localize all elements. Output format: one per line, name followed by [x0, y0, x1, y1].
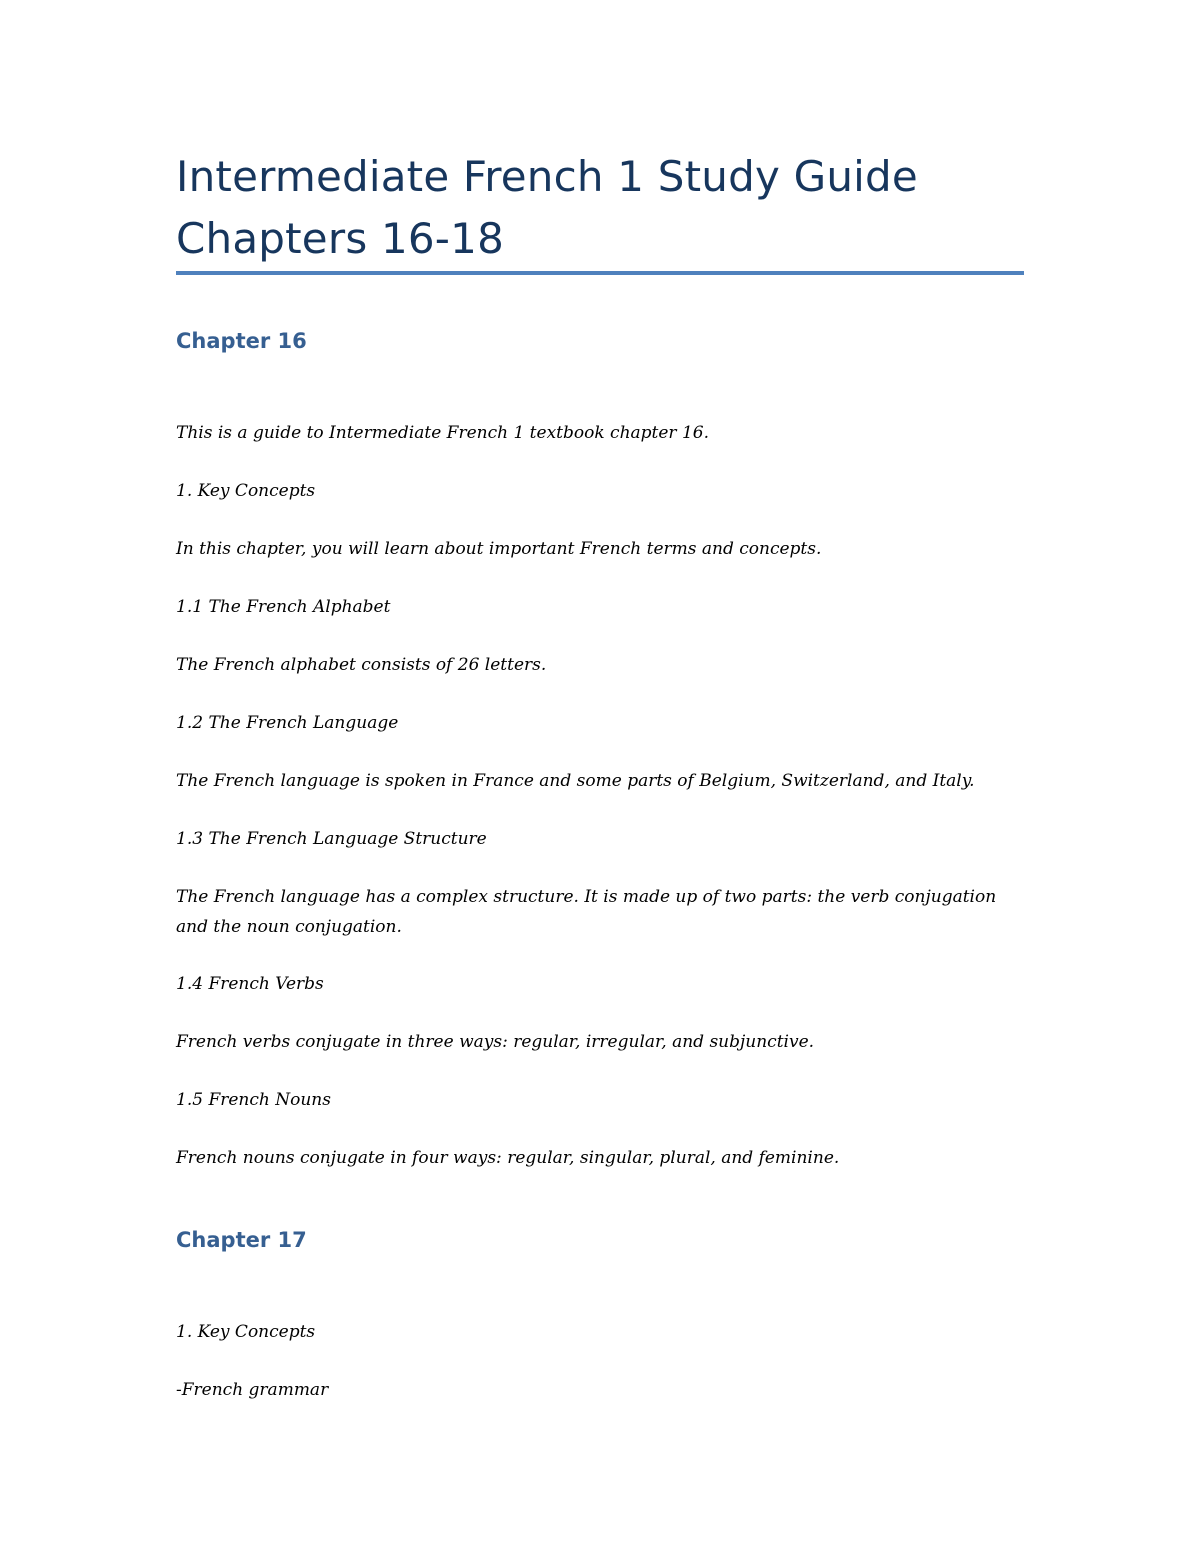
- chapter-16-section-1-title: 1. Key Concepts: [176, 481, 316, 501]
- section-1-1-text: The French alphabet consists of 26 letters.: [176, 655, 547, 675]
- section-1-4-title: 1.4 French Verbs: [176, 974, 324, 994]
- section-1-5-text: French nouns conjugate in four ways: regular, singular, plural, and feminine.: [176, 1148, 840, 1168]
- section-1-1-title: 1.1 The French Alphabet: [176, 597, 391, 617]
- title-line-1: Intermediate French 1 Study Guide: [176, 152, 918, 201]
- title-underline-rule: [176, 271, 1024, 275]
- chapter-16-intro: This is a guide to Intermediate French 1 textbook chapter 16.: [176, 423, 709, 443]
- section-1-2-title: 1.2 The French Language: [176, 713, 399, 733]
- chapter-17-section-1-title: 1. Key Concepts: [176, 1322, 316, 1342]
- chapter-16-section-1-text: In this chapter, you will learn about important French terms and concepts.: [176, 539, 822, 559]
- section-1-4-text: French verbs conjugate in three ways: regular, irregular, and subjunctive.: [176, 1032, 815, 1052]
- chapter-17-heading: Chapter 17: [176, 1228, 307, 1252]
- chapter-17-item-1: -French grammar: [176, 1380, 329, 1400]
- title-line-2: Chapters 16-18: [176, 214, 504, 263]
- chapter-16-heading: Chapter 16: [176, 329, 307, 353]
- section-1-3-text: The French language has a complex structure. It is made up of two parts: the verb conjugation and the noun conjugation.: [176, 887, 997, 937]
- section-1-2-text: The French language is spoken in France and some parts of Belgium, Switzerland, and Italy.: [176, 771, 975, 791]
- section-1-5-title: 1.5 French Nouns: [176, 1090, 331, 1110]
- document-title: [176, 146, 1036, 270]
- section-1-3-title: 1.3 The French Language Structure: [176, 829, 487, 849]
